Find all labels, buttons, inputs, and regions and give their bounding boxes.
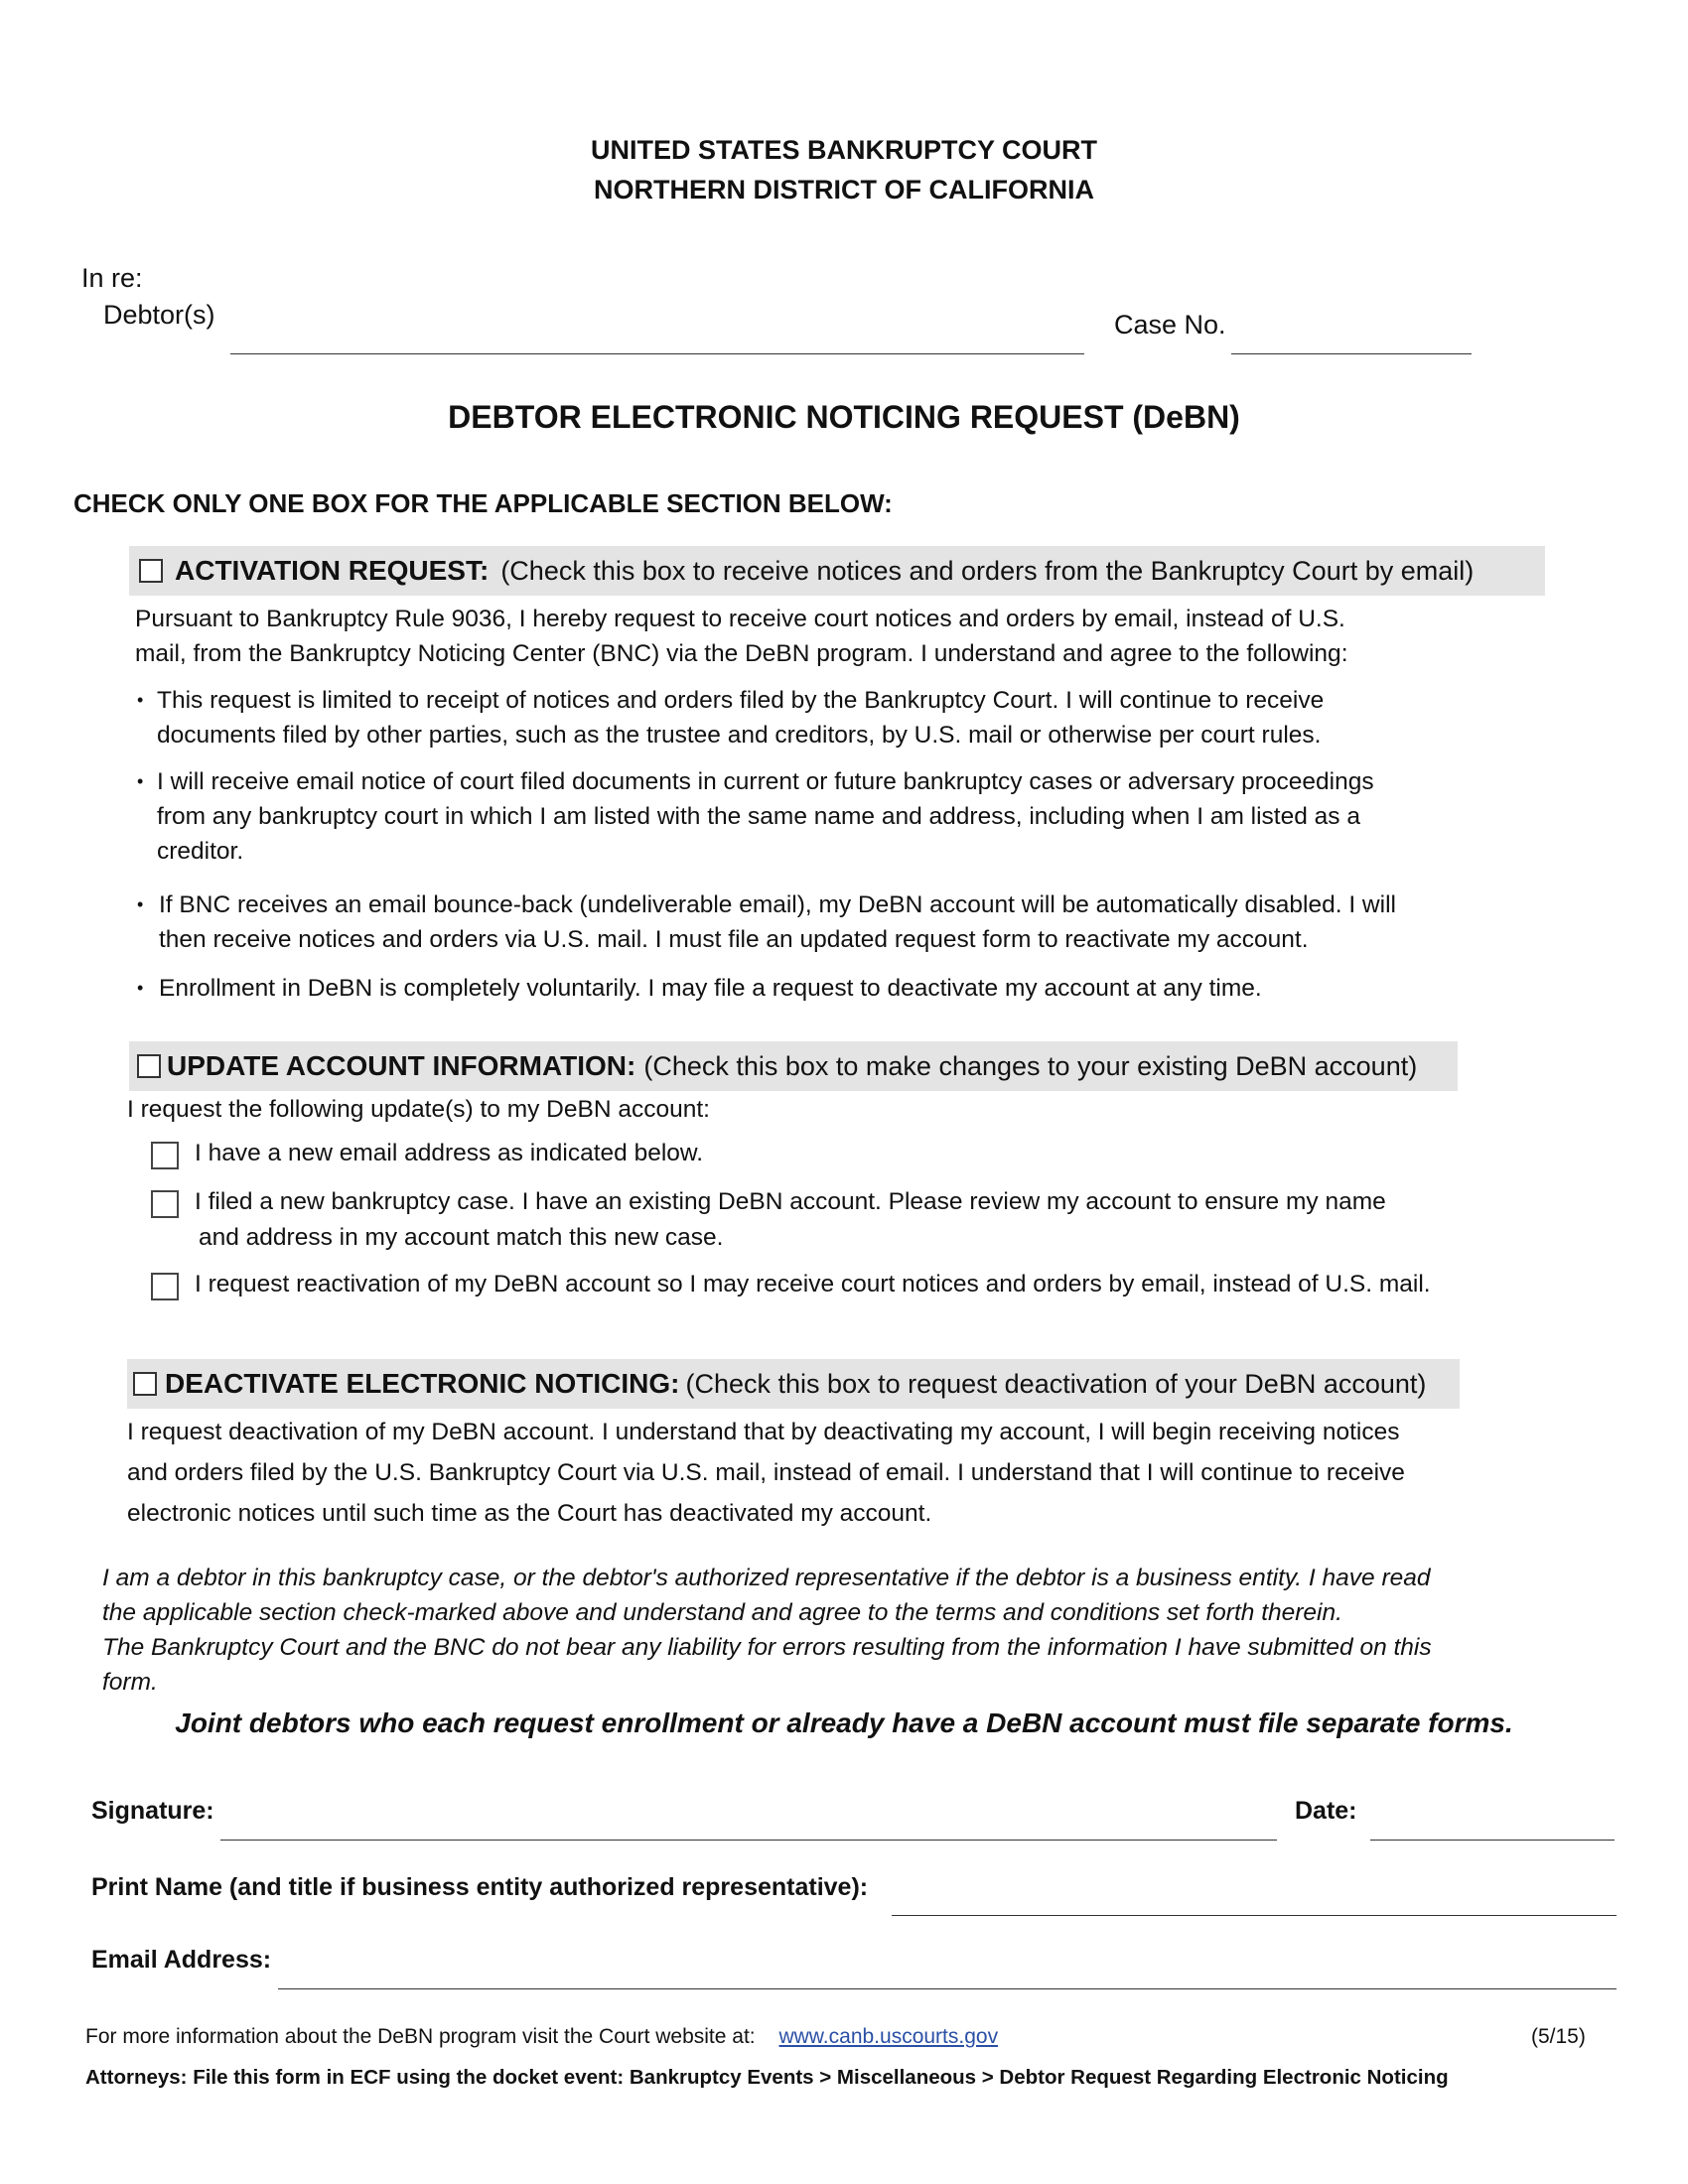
activation-header — [129, 546, 1545, 596]
certification-line: the applicable section check-marked above and understand and agree to the terms and conditions set forth therein. — [102, 1599, 1342, 1626]
bullet-icon: • — [137, 894, 144, 914]
court-name: UNITED STATES BANKRUPTCY COURT — [590, 135, 1097, 165]
attorneys-instruction: Attorneys: File this form in ECF using the docket event: Bankruptcy Events > Miscellaneous > Debtor Request Regarding Electronic Noticing — [85, 2066, 1449, 2089]
update-option-line: and address in my account match this new case. — [199, 1224, 724, 1251]
deactivate-note: (Check this box to request deactivation of your DeBN account) — [685, 1368, 1427, 1399]
activation-note: (Check this box to receive notices and orders from the Bankruptcy Court by email) — [500, 555, 1475, 586]
activation-intro-2: mail, from the Bankruptcy Noticing Center (BNC) via the DeBN program. I understand and agree to the following: — [135, 640, 1348, 667]
activation-intro-1: Pursuant to Bankruptcy Rule 9036, I hereby request to receive court notices and orders by email, instead of U.S. — [135, 606, 1345, 632]
activation-bullet — [137, 971, 1527, 1006]
deactivate-line: I request deactivation of my DeBN account. I understand that by deactivating my account, I will begin receiving notices — [127, 1419, 1400, 1445]
bullet-line: If BNC receives an email bounce-back (undeliverable email), my DeBN account will be automatically disabled. I will — [159, 891, 1396, 918]
bullet-line: creditor. — [157, 838, 244, 865]
footer-info — [85, 2025, 998, 2049]
joint-debtors-notice: Joint debtors who each request enrollment or already have a DeBN account must file separate forms. — [175, 1707, 1513, 1738]
certification-line: I am a debtor in this bankruptcy case, or the debtor's authorized representative if the debtor is a business entity. I have read — [102, 1565, 1431, 1591]
print-name-label: Print Name (and title if business entity authorized representative): — [91, 1873, 869, 1901]
update-option-text: I have a new email address as indicated below. — [195, 1140, 704, 1166]
bullet-line: This request is limited to receipt of notices and orders filed by the Bankruptcy Court. I will continue to receive — [157, 687, 1325, 714]
deactivate-text — [127, 1412, 1405, 1534]
update-note: (Check this box to make changes to your existing DeBN account) — [643, 1050, 1418, 1081]
district-name: NORTHERN DISTRICT OF CALIFORNIA — [594, 175, 1094, 205]
email-label: Email Address: — [91, 1946, 272, 1974]
activation-bullet — [137, 887, 1527, 957]
signature-line[interactable] — [220, 1840, 1277, 1841]
footer-info-text: For more information about the DeBN program visit the Court website at: — [85, 2025, 756, 2048]
in-re-label: In re: — [81, 263, 143, 293]
update-header — [129, 1041, 1458, 1091]
activation-checkbox[interactable] — [139, 559, 163, 583]
bullet-icon: • — [137, 771, 144, 791]
bullet-line: then receive notices and orders via U.S. mail. I must file an updated request form to reactivate my account. — [159, 926, 1309, 953]
case-no-line[interactable] — [1231, 353, 1472, 354]
activation-bullet — [137, 764, 1527, 869]
date-label: Date: — [1295, 1797, 1357, 1825]
update-option-checkbox[interactable] — [151, 1273, 179, 1300]
update-option-line: I filed a new bankruptcy case. I have an existing DeBN account. Please review my account to ensure my name — [195, 1188, 1386, 1215]
date-line[interactable] — [1370, 1840, 1615, 1841]
revision-date: (5/15) — [1531, 2025, 1586, 2048]
deactivate-checkbox[interactable] — [133, 1372, 157, 1396]
deactivate-title: DEACTIVATE ELECTRONIC NOTICING: — [165, 1368, 680, 1399]
update-option-checkbox[interactable] — [151, 1190, 179, 1218]
bullet-icon: • — [137, 690, 144, 710]
signature-label: Signature: — [91, 1797, 214, 1825]
email-line[interactable] — [278, 1988, 1617, 1989]
debtor-name-line[interactable] — [230, 353, 1084, 354]
update-intro: I request the following update(s) to my DeBN account: — [127, 1096, 710, 1123]
case-no-label: Case No. — [1114, 310, 1226, 340]
update-title: UPDATE ACCOUNT INFORMATION: — [167, 1050, 636, 1081]
bullet-line: documents filed by other parties, such as the trustee and creditors, by U.S. mail or otherwise per court rules. — [157, 722, 1322, 749]
update-option-checkbox[interactable] — [151, 1142, 179, 1169]
form-title: DEBTOR ELECTRONIC NOTICING REQUEST (DeBN) — [448, 399, 1240, 435]
instruction-text: CHECK ONLY ONE BOX FOR THE APPLICABLE SECTION BELOW: — [73, 488, 893, 518]
print-name-line[interactable] — [892, 1915, 1617, 1916]
bullet-line: from any bankruptcy court in which I am listed with the same name and address, including when I am listed as a — [157, 803, 1360, 830]
bullet-line: Enrollment in DeBN is completely voluntarily. I may file a request to deactivate my account at any time. — [159, 975, 1262, 1002]
update-option-text: I request reactivation of my DeBN account so I may receive court notices and orders by email, instead of U.S. mail. — [195, 1271, 1431, 1297]
deactivate-header — [127, 1359, 1460, 1409]
court-website-link[interactable]: www.canb.uscourts.gov — [778, 2025, 999, 2048]
certification-line: form. — [102, 1669, 158, 1696]
activation-bullet — [137, 683, 1527, 752]
update-option-text — [195, 1184, 1386, 1256]
activation-title: ACTIVATION REQUEST: — [175, 555, 490, 586]
bullet-line: I will receive email notice of court filed documents in current or future bankruptcy cases or adversary proceedings — [157, 768, 1374, 795]
deactivate-line: electronic notices until such time as the Court has deactivated my account. — [127, 1500, 932, 1527]
certification-text — [102, 1561, 1554, 1700]
debtors-label: Debtor(s) — [103, 300, 215, 330]
certification-line: The Bankruptcy Court and the BNC do not bear any liability for errors resulting from the information I have submitted on this — [102, 1634, 1432, 1661]
deactivate-line: and orders filed by the U.S. Bankruptcy Court via U.S. mail, instead of email. I understand that I will continue to receive — [127, 1459, 1405, 1486]
update-checkbox[interactable] — [137, 1054, 161, 1078]
bullet-icon: • — [137, 978, 144, 998]
